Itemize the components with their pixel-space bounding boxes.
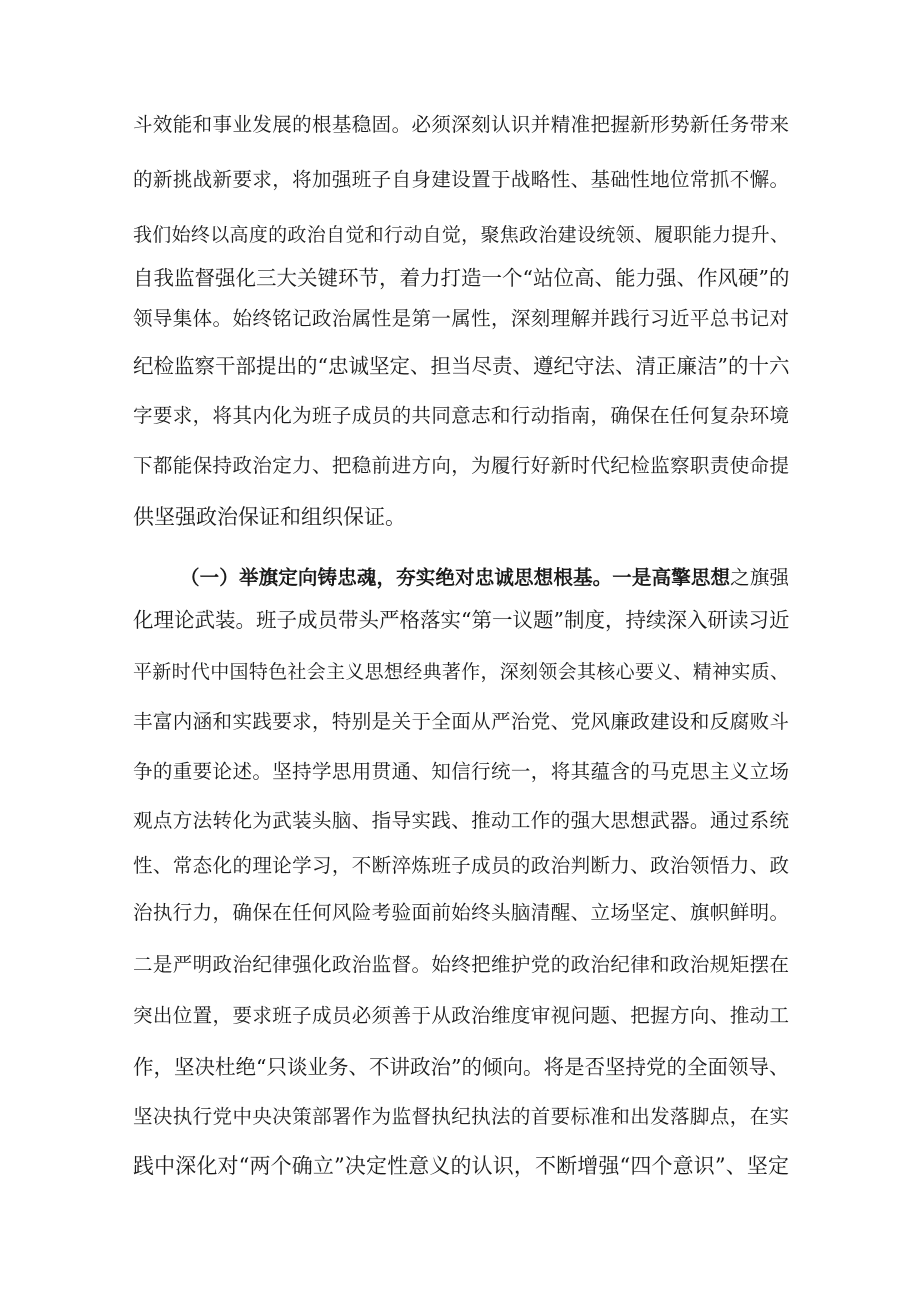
paragraph-2-line-7: 治执行力，确保在任何风险考验面前始终头脑清醒、立场坚定、旗帜鲜明。 <box>133 901 789 924</box>
paragraph-2-line-2: 平新时代中国特色社会主义思想经典著作，深刻领会其核心要义、精神实质、 <box>133 661 789 683</box>
paragraph-2-line-9: 突出位置，要求班子成员必须善于从政治维度审视问题、把握方向、推动工 <box>133 1004 789 1027</box>
paragraph-1-line-4: 自我监督强化三大关键环节，着力打造一个“站位高、能力强、作风硬”的 <box>133 266 790 290</box>
paragraph-2-line-6: 性、常态化的理论学习，不断淬炼班子成员的政治判断力、政治领悟力、政 <box>133 854 789 877</box>
section-heading-bold: （一）举旗定向铸忠魂，夯实绝对忠诚思想根基。一是高擎思想 <box>180 566 731 589</box>
section-heading-rest: 之旗强 <box>730 566 789 589</box>
paragraph-1-line-8: 下都能保持政治定力、把稳前进方向，为履行好新时代纪检监察职责使命提 <box>133 454 789 477</box>
paragraph-2-line-5: 观点方法转化为武装头脑、指导实践、推动工作的强大思想武器。通过系统 <box>133 809 789 832</box>
paragraph-1-line-7: 字要求，将其内化为班子成员的共同意志和行动指南，确保在任何复杂环境 <box>133 404 789 427</box>
paragraph-2-line-11: 坚决执行党中央决策部署作为监督执纪执法的首要标准和出发落脚点，在实 <box>133 1105 789 1128</box>
paragraph-2-line-3: 丰富内涵和实践要求，特别是关于全面从严治党、党风廉政建设和反腐败斗 <box>133 710 789 733</box>
paragraph-2-line-8: 二是严明政治纪律强化政治监督。始终把维护党的政治纪律和政治规矩摆在 <box>133 953 789 976</box>
paragraph-1-line-9: 供坚强政治保证和组织保证。 <box>133 505 406 529</box>
paragraph-2-line-4: 争的重要论述。坚持学思用贯通、知信行统一，将其蕴含的马克思主义立场 <box>133 760 789 783</box>
paragraph-1-line-2: 的新挑战新要求，将加强班子自身建设置于战略性、基础性地位常抓不懈。 <box>133 168 789 191</box>
paragraph-1-line-5: 领导集体。始终铭记政治属性是第一属性，深刻理解并践行习近平总书记对 <box>133 307 789 330</box>
paragraph-2-line-12: 践中深化对“两个确立”决定性意义的认识，不断增强“四个意识”、坚定 <box>133 1154 789 1178</box>
paragraph-1-line-6: 纪检监察干部提出的“忠诚坚定、担当尽责、遵纪守法、清正廉洁”的十六 <box>133 354 790 378</box>
section-heading-line <box>180 558 789 598</box>
paragraph-2-line-10: 作，坚决杜绝“只谈业务、不讲政治”的倾向。将是否坚持党的全面领导、 <box>133 1055 790 1079</box>
paragraph-1-line-3: 我们始终以高度的政治自觉和行动自觉，聚焦政治建设统领、履职能力提升、 <box>133 224 789 246</box>
paragraph-2-line-1: 化理论武装。班子成员带头严格落实“第一议题”制度，持续深入研读习近 <box>133 608 790 632</box>
paragraph-1-line-1: 斗效能和事业发展的根基稳固。必须深刻认识并精准把握新形势新任务带来 <box>133 113 789 136</box>
